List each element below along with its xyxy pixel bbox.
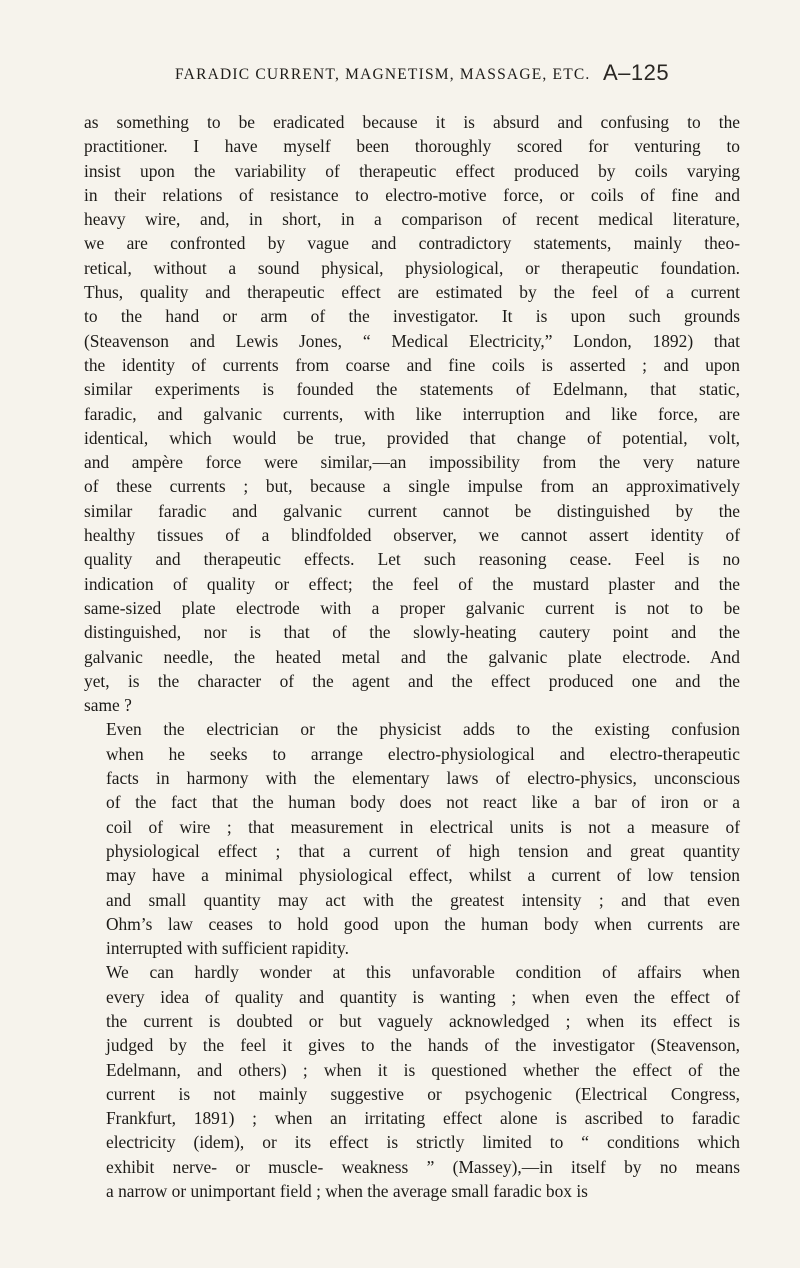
text-line: when he seeks to arrange electro-physiological and electro-therapeutic	[106, 743, 740, 764]
paragraph	[84, 960, 740, 1203]
text-line: We can hardly wonder at this unfavorable condition of affairs when	[106, 962, 740, 983]
text-line: faradic, and galvanic currents, with like interruption and like force, are	[84, 403, 740, 424]
text-line: may have a minimal physiological effect, whilst a current of low tension	[106, 865, 740, 886]
text-line: similar faradic and galvanic current cannot be distinguished by the	[84, 500, 740, 521]
paragraph	[84, 717, 740, 960]
text-line: and small quantity may act with the greatest intensity ; and that even	[106, 889, 740, 910]
text-line: physiological effect ; that a current of high tension and great quantity	[106, 840, 740, 861]
text-line: identical, which would be true, provided that change of potential, volt,	[84, 427, 740, 448]
text-line: facts in harmony with the elementary laws of electro-physics, unconscious	[106, 768, 740, 789]
text-line: electricity (idem), or its effect is strictly limited to “ conditions which	[106, 1132, 740, 1153]
text-line: distinguished, nor is that of the slowly-heating cautery point and the	[84, 622, 740, 643]
text-line: as something to be eradicated because it is absurd and confusing to the	[84, 112, 740, 132]
text-line: indication of quality or effect; the feel of the mustard plaster and the	[84, 573, 740, 594]
text-line: of the fact that the human body does not react like a bar of iron or a	[106, 792, 740, 813]
text-line: heavy wire, and, in short, in a comparison of recent medical literature,	[84, 209, 740, 230]
text-line: same-sized plate electrode with a proper galvanic current is not to be	[84, 597, 740, 618]
text-line: a narrow or unimportant field ; when the average small faradic box is	[106, 1181, 588, 1202]
paragraph	[84, 110, 740, 717]
text-line: and ampère force were similar,—an impossibility from the very nature	[84, 452, 740, 473]
text-line: retical, without a sound physical, physiological, or therapeutic foundation.	[84, 257, 740, 278]
text-line: quality and therapeutic effects. Let such reasoning cease. Feel is no	[84, 549, 740, 570]
text-line: (Steavenson and Lewis Jones, “ Medical Electricity,” London, 1892) that	[84, 330, 740, 351]
text-line: insist upon the variability of therapeutic effect produced by coils varying	[84, 160, 740, 181]
text-line: interrupted with sufficient rapidity.	[106, 938, 349, 959]
text-line: we are confronted by vague and contradictory statements, mainly theo-	[84, 233, 740, 254]
running-head: FARADIC CURRENT, MAGNETISM, MASSAGE, ETC.	[175, 66, 591, 83]
text-line: yet, is the character of the agent and the effect produced one and the	[84, 670, 740, 691]
text-line: similar experiments is founded the statements of Edelmann, that static,	[84, 379, 740, 400]
text-line: exhibit nerve- or muscle- weakness ” (Massey),—in itself by no means	[106, 1156, 740, 1177]
text-line: practitioner. I have myself been thoroughly scored for venturing to	[84, 136, 740, 157]
text-line: every idea of quality and quantity is wanting ; when even the effect of	[106, 986, 740, 1007]
text-line: same ?	[84, 695, 132, 716]
text-line: Frankfurt, 1891) ; when an irritating effect alone is ascribed to faradic	[106, 1108, 740, 1129]
text-line: galvanic needle, the heated metal and the galvanic plate electrode. And	[84, 646, 740, 667]
text-line: Ohm’s law ceases to hold good upon the human body when currents are	[106, 913, 740, 934]
text-line: the identity of currents from coarse and fine coils is asserted ; and upon	[84, 354, 740, 375]
text-line: to the hand or arm of the investigator. It is upon such grounds	[84, 306, 740, 327]
text-line: current is not mainly suggestive or psychogenic (Electrical Congress,	[106, 1083, 740, 1104]
text-line: the current is doubted or but vaguely acknowledged ; when its effect is	[106, 1010, 740, 1031]
text-line: Even the electrician or the physicist adds to the existing confusion	[106, 719, 740, 740]
body-text	[84, 110, 740, 1203]
text-line: in their relations of resistance to electro-motive force, or coils of fine and	[84, 184, 740, 205]
page-number: A–125	[603, 60, 670, 85]
text-line: Edelmann, and others) ; when it is questioned whether the effect of the	[106, 1059, 740, 1080]
text-line: Thus, quality and therapeutic effect are estimated by the feel of a current	[84, 282, 740, 303]
text-line: judged by the feel it gives to the hands of the investigator (Steavenson,	[106, 1035, 740, 1056]
text-line: healthy tissues of a blindfolded observer, we cannot assert identity of	[84, 525, 740, 546]
text-line: of these currents ; but, because a single impulse from an approximatively	[84, 476, 740, 497]
text-line: coil of wire ; that measurement in electrical units is not a measure of	[106, 816, 740, 837]
